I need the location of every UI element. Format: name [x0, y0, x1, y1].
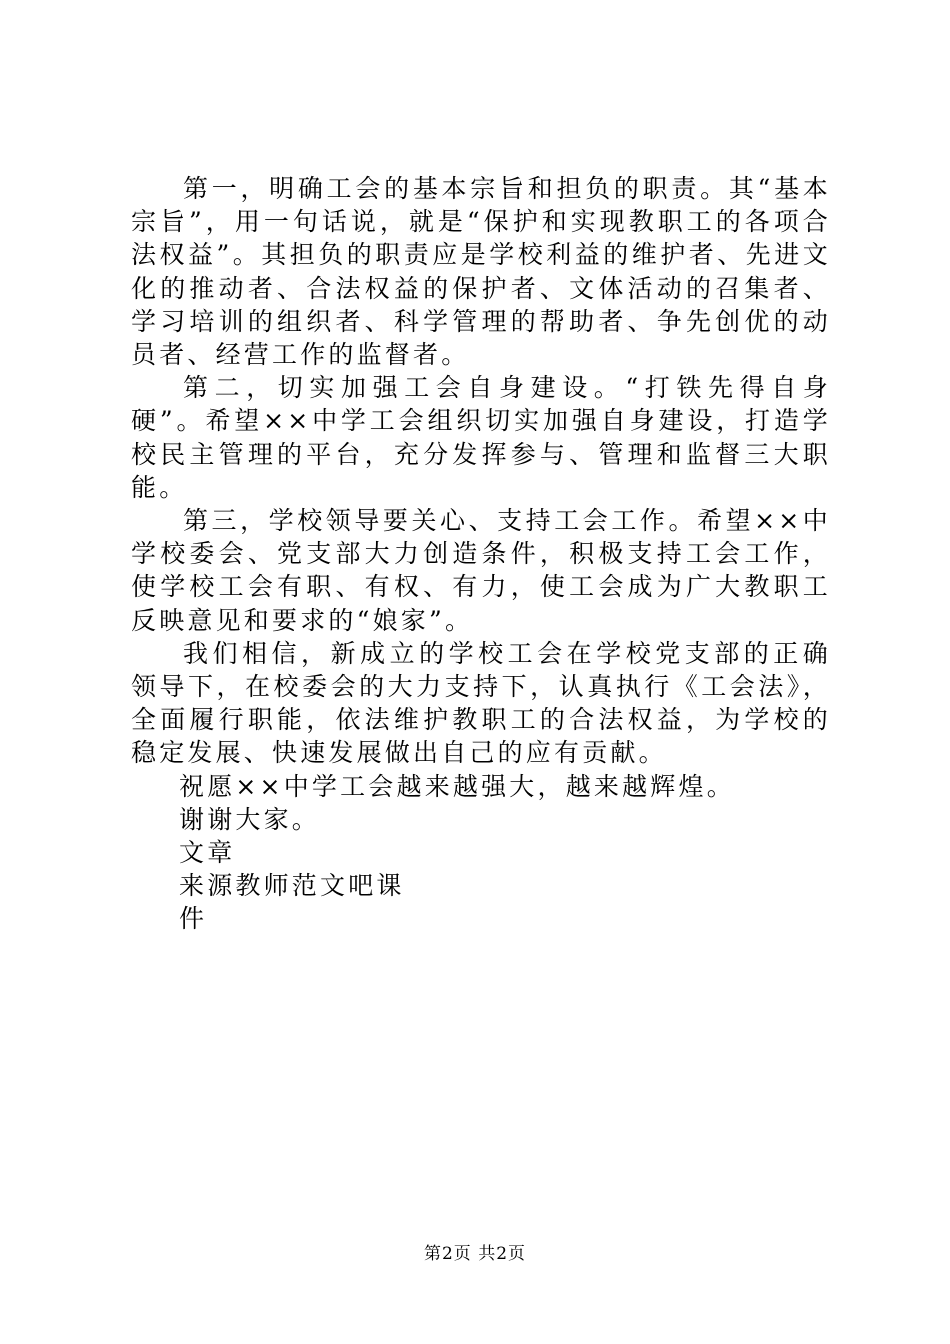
paragraph-second-point: 第二，切实加强工会自身建设。“打铁先得自身硬”。希望××中学工会组织切实加强自身建设，打造学校民主管理的平台，充分发挥参与、管理和监督三大职能。 — [131, 373, 831, 502]
page-number-footer: 第2页 共2页 — [423, 1244, 527, 1264]
source-line-2: 来源教师范文吧课 — [179, 871, 405, 901]
paragraph-first-point: 第一，明确工会的基本宗旨和担负的职责。其“基本宗旨”，用一句话说，就是“保护和实现教职工的各项合法权益”。其担负的职责应是学校利益的维护者、先进文化的推动者、合法权益的保护者、文体活动的召集者、学习培训的组织者、科学管理的帮助者、争先创优的动员者、经营工作的监督者。 — [131, 174, 831, 370]
source-line-1: 文章 — [179, 838, 236, 868]
closing-thanks: 谢谢大家。 — [179, 804, 321, 834]
closing-wish: 祝愿××中学工会越来越强大，越来越辉煌。 — [179, 771, 735, 801]
paragraph-conclusion: 我们相信，新成立的学校工会在学校党支部的正确领导下，在校委会的大力支持下，认真执行《工会法》，全面履行职能，依法维护教职工的合法权益，为学校的稳定发展、快速发展做出自己的应有贡献。 — [131, 638, 831, 768]
source-line-3: 件 — [179, 904, 208, 934]
paragraph-third-point: 第三，学校领导要关心、支持工会工作。希望××中学校委会、党支部大力创造条件，积极支持工会工作，使学校工会有职、有权、有力，使工会成为广大教职工反映意见和要求的“娘家”。 — [131, 506, 831, 635]
document-body — [131, 172, 831, 936]
